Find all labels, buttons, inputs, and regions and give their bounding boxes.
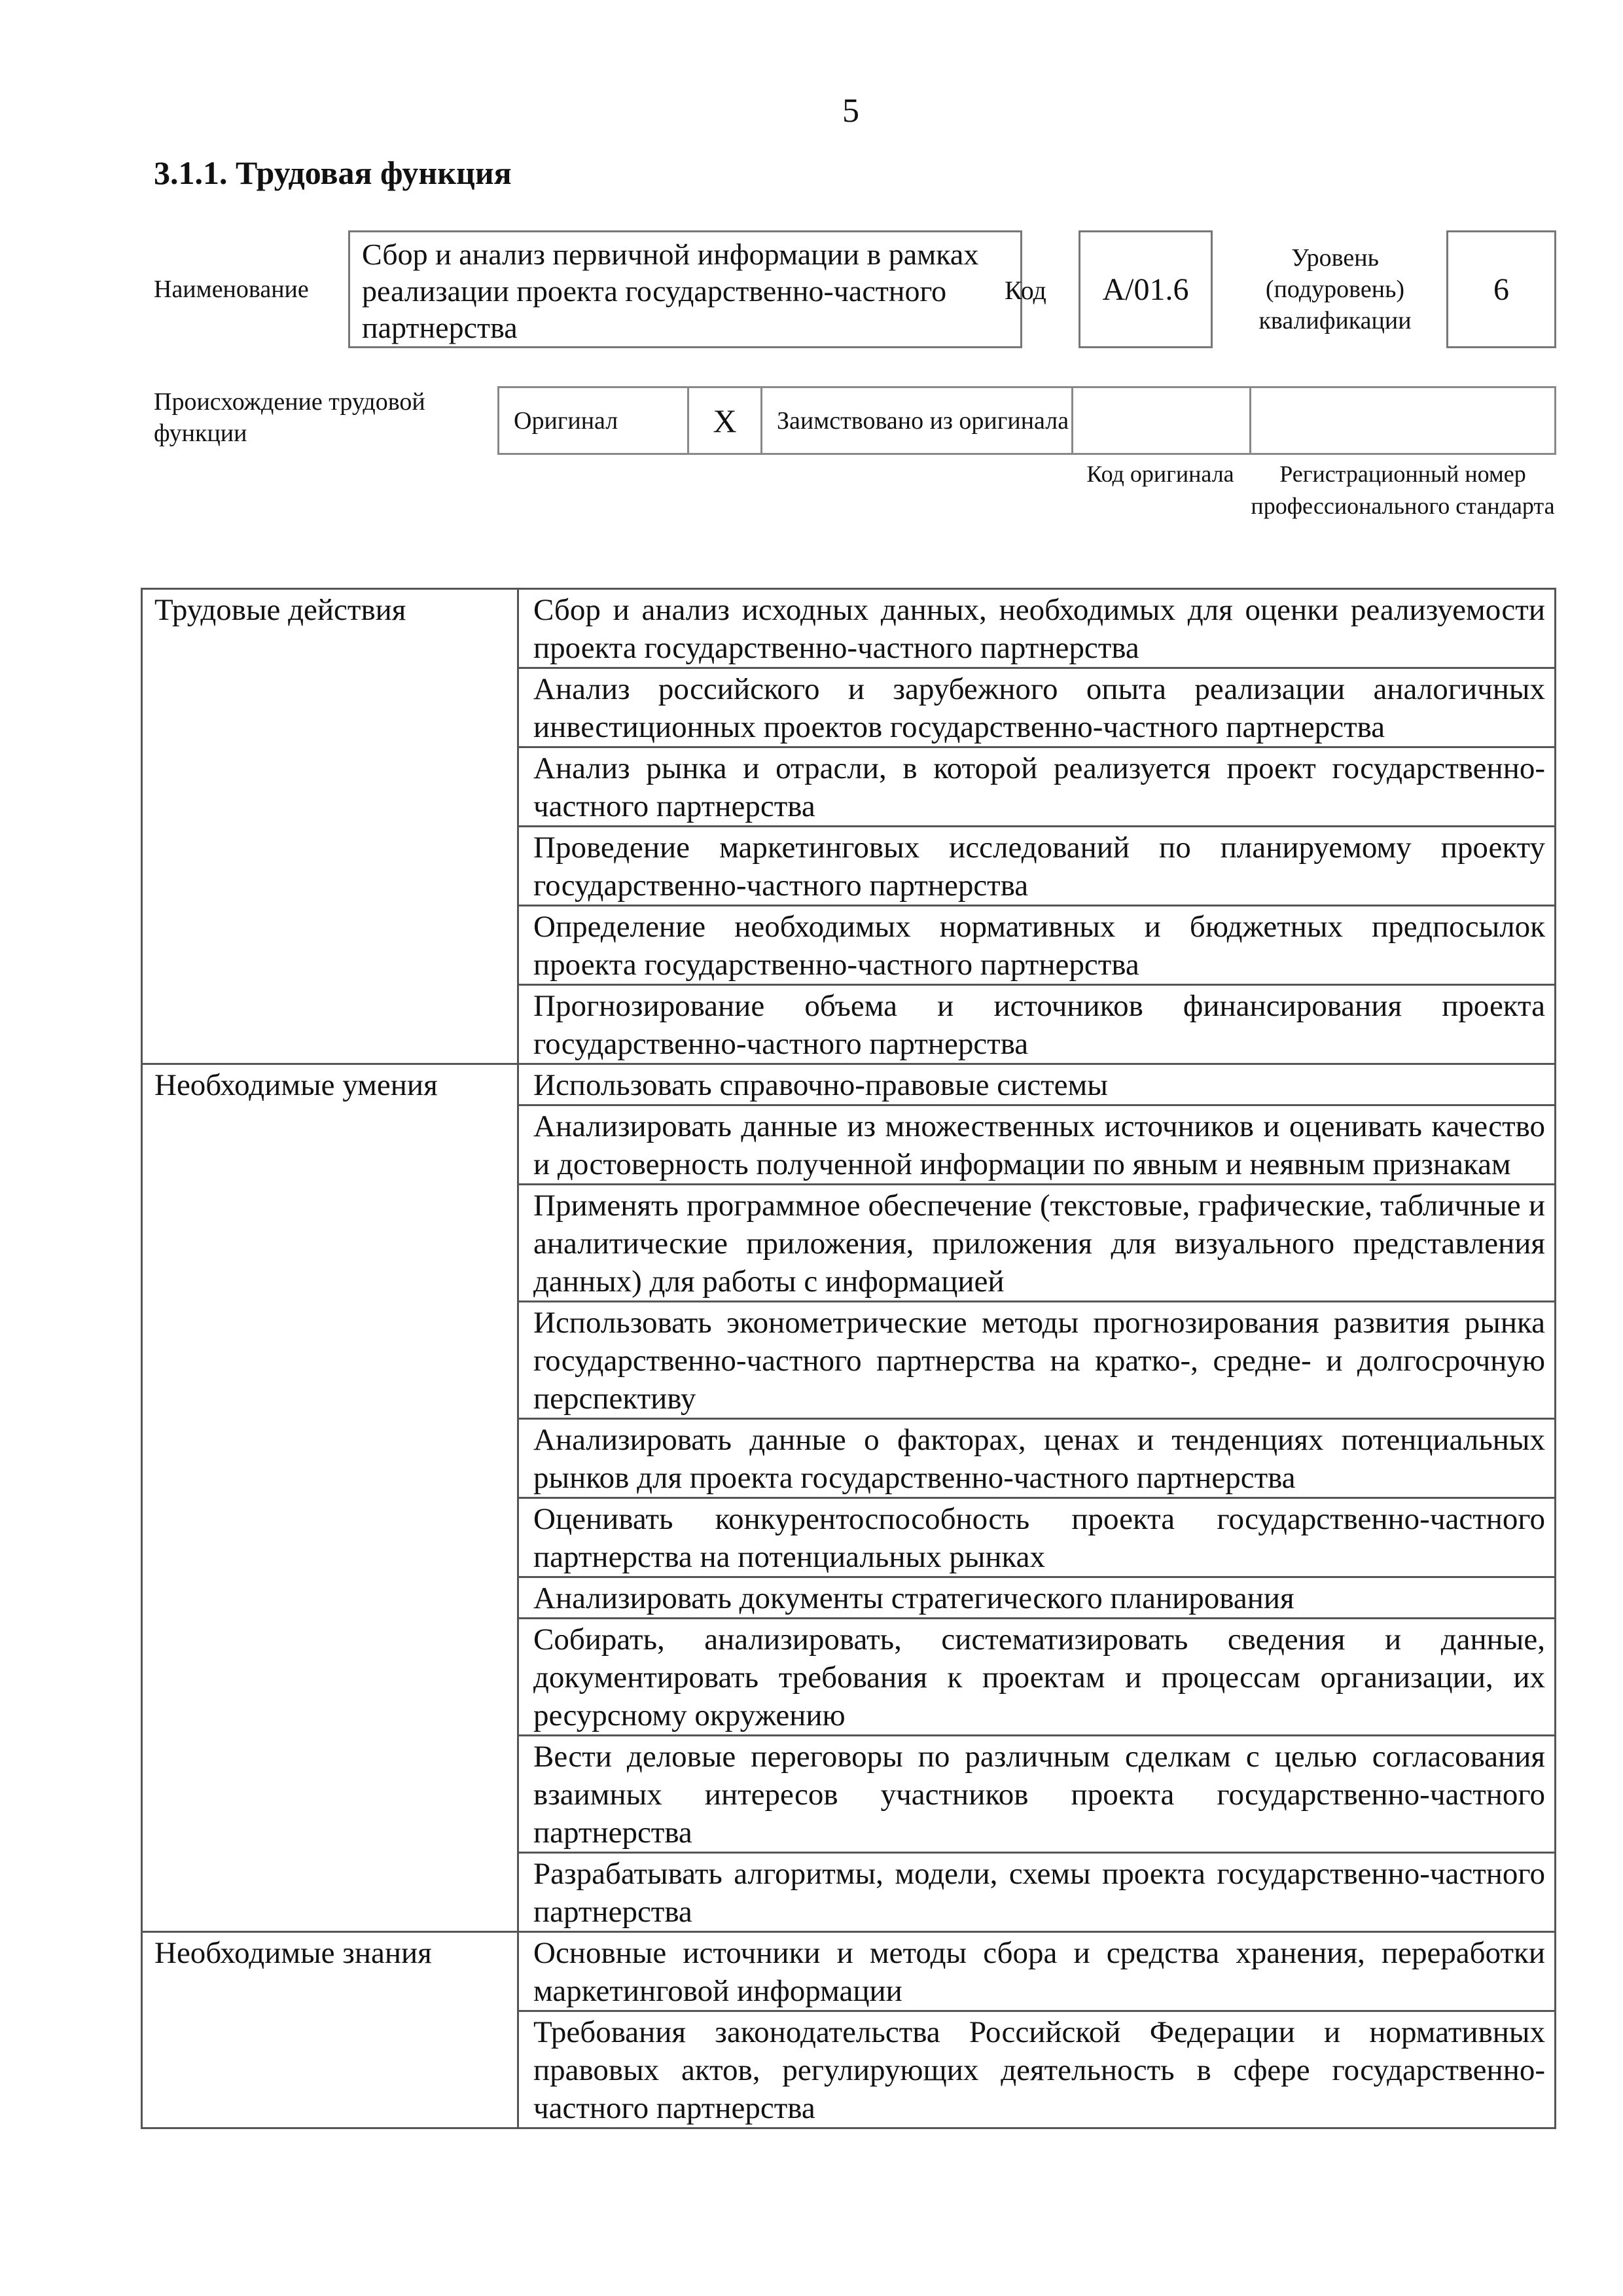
table-cell: Сбор и анализ исходных данных, необходимых для оценки реализуемости проекта государственно-частного партнерства — [518, 589, 1556, 668]
table-cell: Анализировать документы стратегического планирования — [518, 1577, 1556, 1619]
function-name-field: Сбор и анализ первичной информации в рамках реализации проекта государственно-частного партнерства — [348, 230, 1022, 348]
origin-mark: X — [689, 388, 762, 453]
table-cell: Применять программное обеспечение (текстовые, графические, табличные и аналитические приложения, приложения для визуального представления данных) для работы с информацией — [518, 1185, 1556, 1302]
level-field: 6 — [1446, 230, 1556, 348]
table-cell: Разрабатывать алгоритмы, модели, схемы проекта государственно-частного партнерства — [518, 1853, 1556, 1932]
table-cell: Проведение маркетинговых исследований по планируемому проекту государственно-частного партнерства — [518, 827, 1556, 906]
table-cell: Основные источники и методы сбора и средства хранения, переработки маркетинговой информации — [518, 1932, 1556, 2011]
table-cell: Анализировать данные из множественных источников и оценивать качество и достоверность полученной информации по явным и неявным признакам — [518, 1105, 1556, 1185]
function-table — [141, 588, 1556, 2129]
section-title: Необходимые умения — [142, 1064, 518, 1932]
table-cell: Анализировать данные о факторах, ценах и тенденциях потенциальных рынков для проекта государственно-частного партнерства — [518, 1419, 1556, 1498]
level-label: Уровень (подуровень) квалификации — [1258, 244, 1412, 334]
code-original-caption: Код оригинала — [1086, 461, 1234, 487]
table-cell: Использовать справочно-правовые системы — [518, 1064, 1556, 1105]
table-cell: Собирать, анализировать, систематизировать сведения и данные, документировать требования к проектам и процессам организации, их ресурсному окружению — [518, 1619, 1556, 1736]
page-number: 5 — [842, 92, 859, 130]
section-heading: 3.1.1. Трудовая функция — [154, 154, 512, 191]
origin-row — [497, 386, 1556, 455]
table-cell: Анализ российского и зарубежного опыта реализации аналогичных инвестиционных проектов государственно-частного партнерства — [518, 668, 1556, 747]
code-field: А/01.6 — [1079, 230, 1213, 348]
section-title: Необходимые знания — [142, 1932, 518, 2128]
origin-original: Оригинал — [499, 388, 689, 453]
origin-label: Происхождение трудовой функции — [154, 388, 425, 447]
table-row — [142, 1064, 1556, 1105]
table-cell: Оценивать конкурентоспособность проекта государственно-частного партнерства на потенциальных рынках — [518, 1498, 1556, 1577]
table-cell: Использовать эконометрические методы прогнозирования развития рынка государственно-частного партнерства на кратко-, средне- и долгосрочную перспективу — [518, 1302, 1556, 1419]
origin-borrowed: Заимствовано из оригинала — [762, 388, 1073, 453]
table-cell: Анализ рынка и отрасли, в которой реализуется проект государственно-частного партнерства — [518, 747, 1556, 827]
table-cell: Вести деловые переговоры по различным сделкам с целью согласования взаимных интересов участников проекта государственно-частного партнерства — [518, 1736, 1556, 1853]
origin-reg-cell — [1251, 388, 1554, 453]
table-cell: Определение необходимых нормативных и бюджетных предпосылок проекта государственно-частного партнерства — [518, 906, 1556, 985]
reg-number-caption: Регистрационный номер профессионального стандарта — [1251, 461, 1555, 519]
table-row — [142, 589, 1556, 668]
table-cell: Прогнозирование объема и источников финансирования проекта государственно-частного партнерства — [518, 985, 1556, 1064]
name-label: Наименование — [154, 276, 309, 303]
table-cell: Требования законодательства Российской Федерации и нормативных правовых актов, регулирующих деятельность в сфере государственно-частного партнерства — [518, 2011, 1556, 2128]
section-title: Трудовые действия — [142, 589, 518, 1064]
table-row — [142, 1932, 1556, 2011]
origin-code-cell — [1073, 388, 1251, 453]
code-label: Код — [1005, 276, 1046, 305]
